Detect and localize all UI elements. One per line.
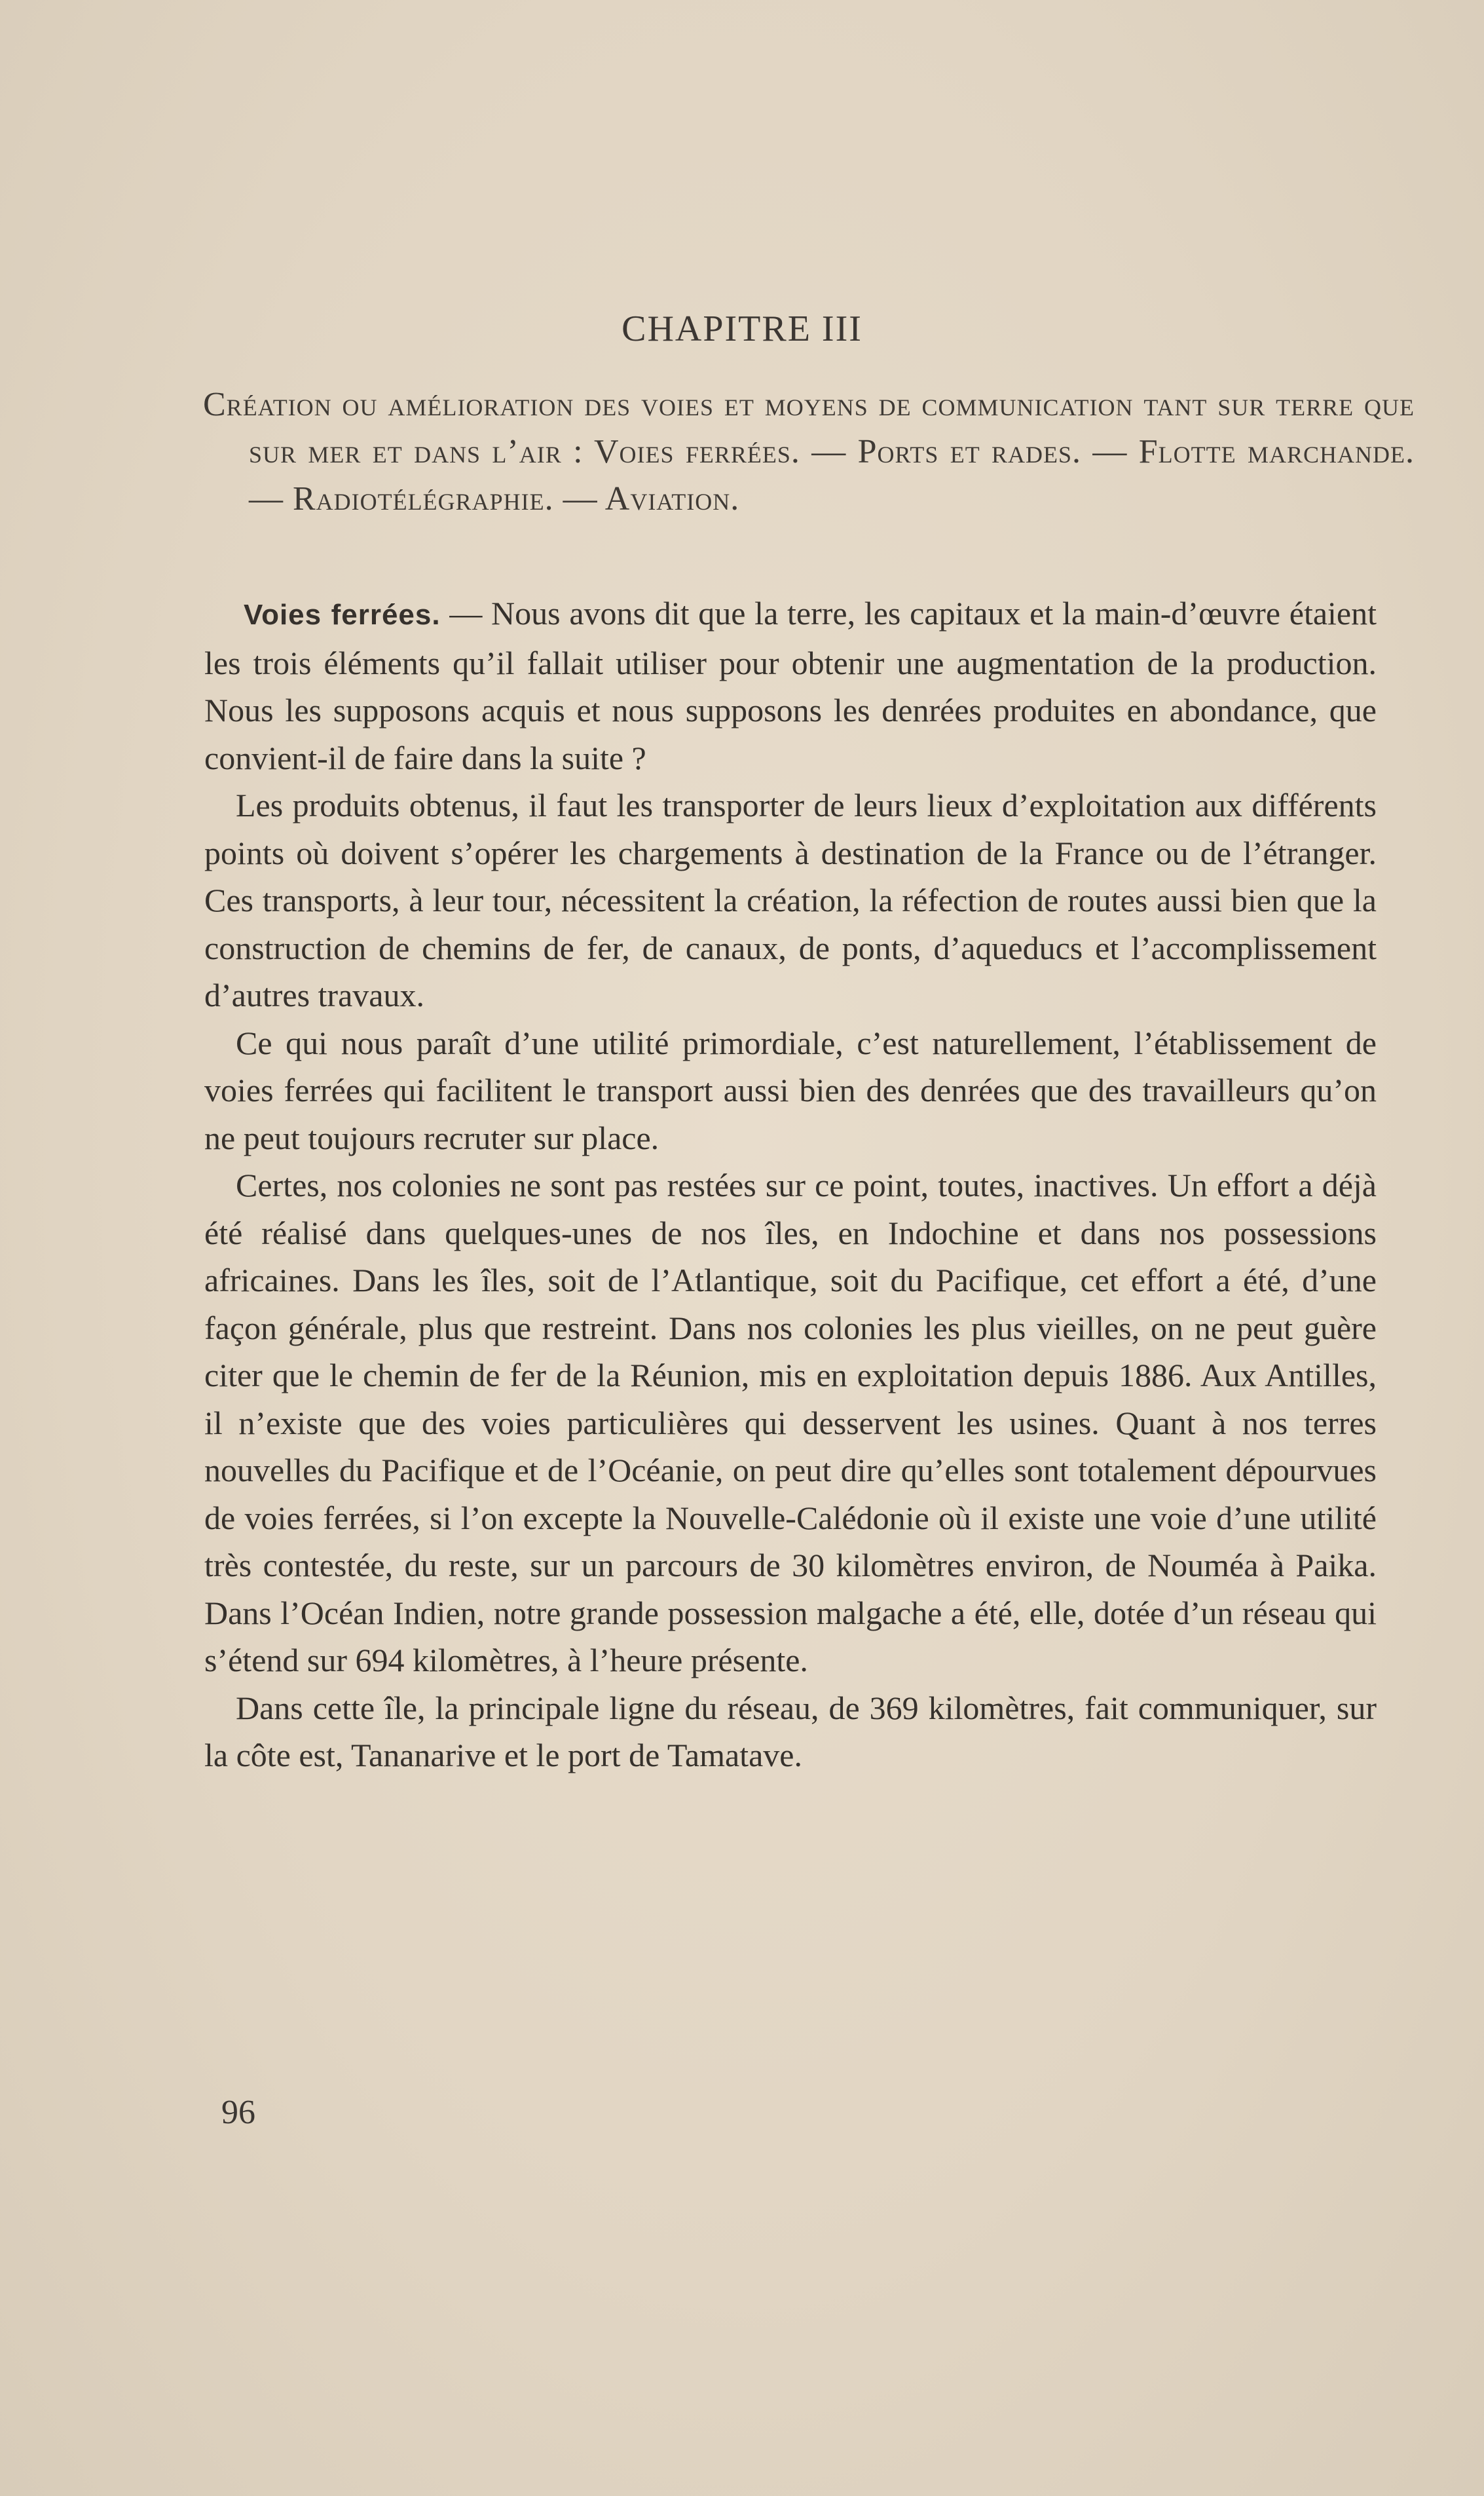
paragraph: Dans cette île, la principale ligne du réseau, de 369 kilomètres, fait communiquer, sur la côte est, Tananarive et le port de Tamatave. bbox=[204, 1689, 1377, 1773]
paragraph: Ce qui nous paraît d’une utilité primordiale, c’est naturellement, l’établissement de voies ferrées qui facilitent le transport aussi bien des denrées que des travailleurs qu’on ne peut toujours recruter sur place. bbox=[204, 1024, 1377, 1156]
paragraph-text: — Nous avons dit que la terre, les capitaux et la main-d’œuvre étaient les trois éléments qu’il fallait utiliser pour obtenir une augmentation de la production. Nous les supposons acquis et nous supposons les denrées produites en abondance, que convient-il de faire dans la suite ? bbox=[204, 595, 1377, 776]
paragraph: Les produits obtenus, il faut les transporter de leurs lieux d’exploitation aux différents points où doivent s’opérer les chargements à destination de la France ou de l’étranger. Ces transports, à leur tour, nécessitent la création, la réfection de routes aussi bien que la construction de chemins de fer, de canaux, de ponts, d’aqueducs et l’accomplissement d’autres travaux. bbox=[204, 787, 1377, 1013]
chapter-summary: Création ou amélioration des voies et moyens de communication tant sur terre que sur mer et dans l’air : Voies ferrées. — Ports et rades. — Flotte marchande. — Radiotélégraphie. — Aviation. bbox=[203, 386, 1415, 518]
body-text bbox=[204, 590, 1377, 1779]
chapter-title: CHAPITRE III bbox=[621, 309, 863, 349]
paragraph bbox=[204, 590, 1377, 782]
section-lead: Voies ferrées. bbox=[244, 599, 441, 631]
page-number: 96 bbox=[221, 2094, 255, 2131]
paragraph: Certes, nos colonies ne sont pas restées sur ce point, toutes, inactives. Un effort a déjà été réalisé dans quelques-unes de nos îles, en Indochine et dans nos possessions africaines. Dans les îles, soit de l’Atlantique, soit du Pacifique, cet effort a été, d’une façon générale, plus que restreint. Dans nos colonies les plus vieilles, on ne peut guère citer que le chemin de fer de la Réunion, mis en exploitation depuis 1886. Aux Antilles, il n’existe que des voies particulières qui desservent les usines. Quant à nos terres nouvelles du Pacifique et de l’Océanie, on peut dire qu’elles sont totalement dépourvues de voies ferrées, si l’on excepte la Nouvelle-Calédonie où il existe une voie d’une utilité très contestée, du reste, sur un parcours de 30 kilomètres environ, de Nouméa à Paika. Dans l’Océan Indien, notre grande possession malgache a été, elle, dotée d’un réseau qui s’étend sur 694 kilomètres, à l’heure présente. bbox=[204, 1167, 1377, 1678]
